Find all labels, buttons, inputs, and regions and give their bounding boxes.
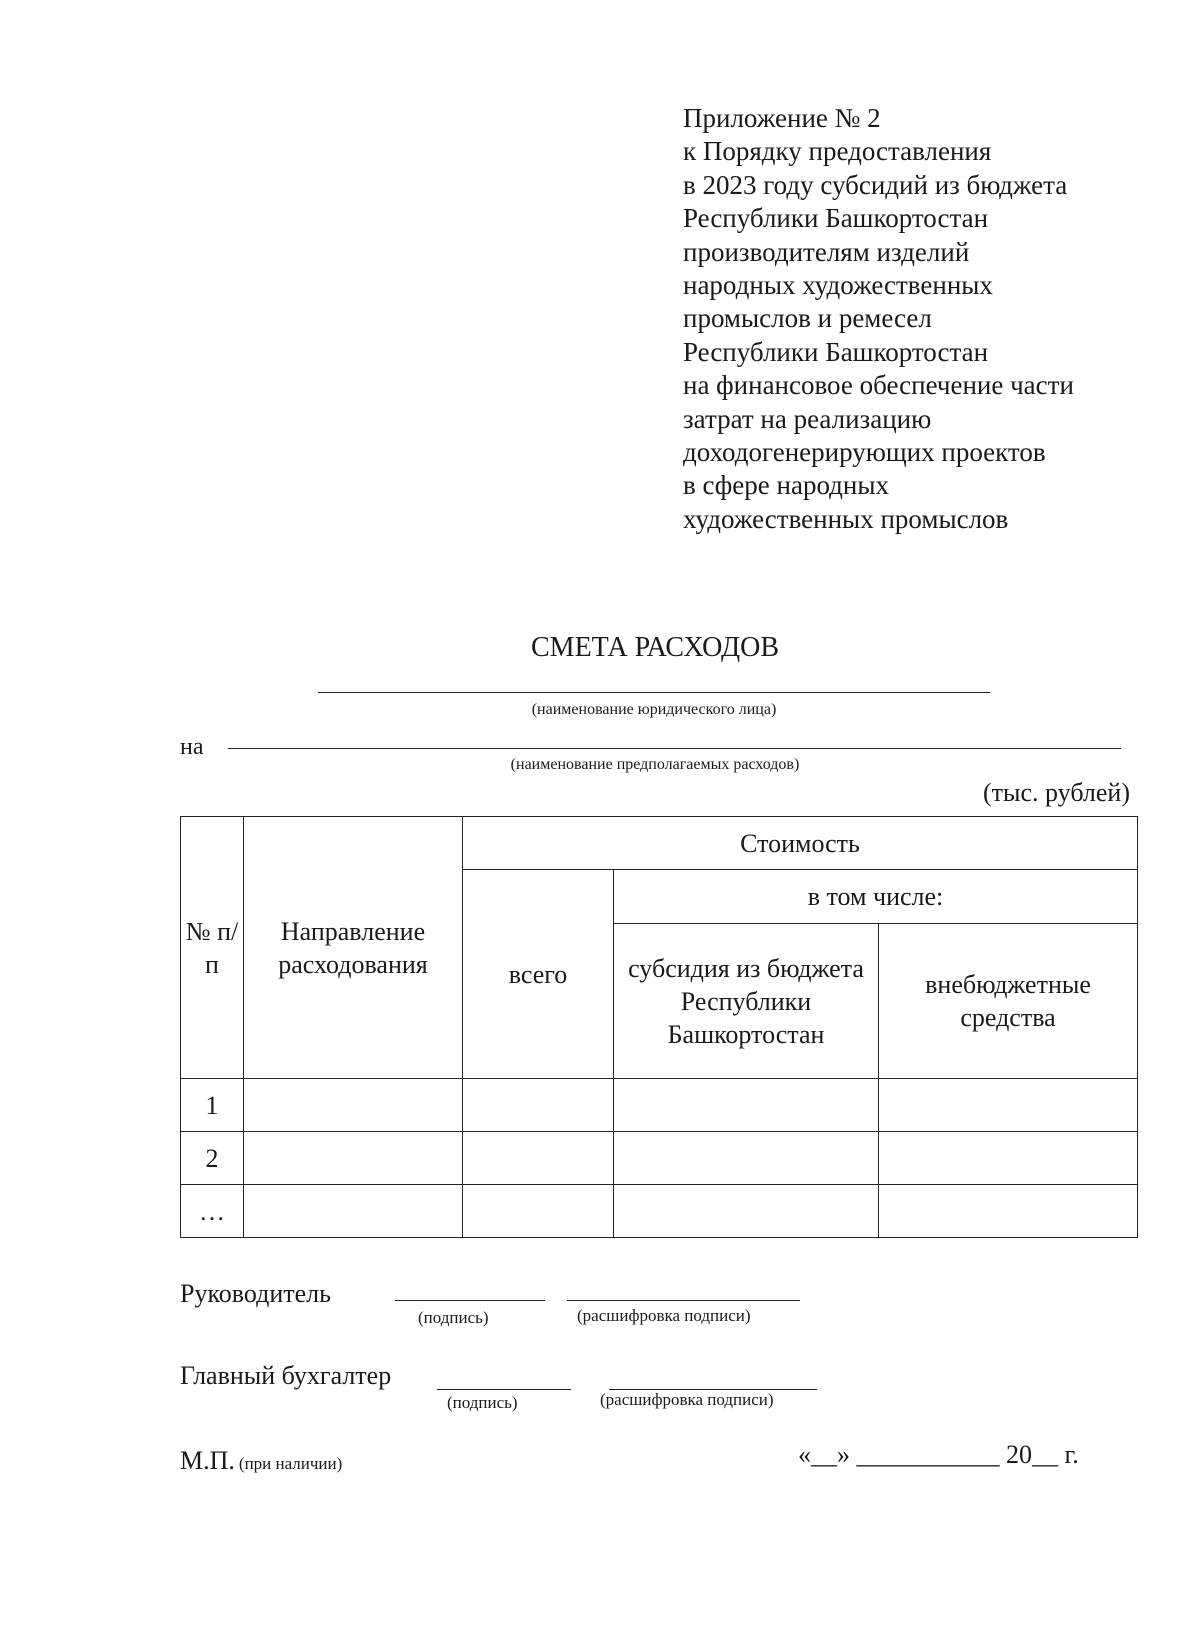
appendix-line: затрат на реализацию (683, 403, 932, 434)
table-row (181, 1079, 1138, 1132)
cell-total[interactable] (463, 1185, 614, 1238)
header-offbudget: внебюджетные средства (879, 924, 1138, 1079)
cell-direction[interactable] (244, 1079, 463, 1132)
table-row (181, 1132, 1138, 1185)
row-number: 2 (181, 1132, 244, 1185)
estimate-table (180, 816, 1138, 1238)
entity-name-caption: (наименование юридического лица) (531, 701, 777, 718)
date-field[interactable]: «__» ___________ 20__ г. (798, 1440, 1079, 1469)
appendix-line: к Порядку предоставления (683, 136, 992, 167)
appendix-line: народных художественных (683, 270, 993, 301)
accountant-decode-caption: (расшифровка подписи) (600, 1390, 774, 1409)
appendix-line: промыслов и ремесел (683, 303, 932, 334)
appendix-line: на финансовое обеспечение части (683, 370, 1074, 401)
head-decode-caption: (расшифровка подписи) (577, 1306, 751, 1325)
cell-total[interactable] (463, 1132, 614, 1185)
table-row (181, 1185, 1138, 1238)
appendix-header (683, 102, 1074, 536)
appendix-line: производителям изделий (683, 236, 970, 267)
expenses-name-caption: (наименование предполагаемых расходов) (510, 756, 800, 773)
entity-name-line[interactable] (318, 692, 990, 693)
seal-block (180, 1446, 342, 1476)
document-title: СМЕТА РАСХОДОВ (531, 632, 779, 663)
appendix-line: доходогенерирующих проектов (683, 437, 1046, 468)
header-including: в том числе: (614, 870, 1138, 924)
head-decode-line[interactable] (567, 1300, 800, 1301)
appendix-line: Республики Башкортостан (683, 336, 989, 367)
header-total: всего (463, 870, 614, 1079)
cell-direction[interactable] (244, 1132, 463, 1185)
appendix-line: в 2023 году субсидий из бюджета (683, 169, 1068, 200)
cell-subsidy[interactable] (614, 1079, 879, 1132)
cell-subsidy[interactable] (614, 1132, 879, 1185)
cell-offbudget[interactable] (879, 1185, 1138, 1238)
expenses-name-line[interactable] (228, 748, 1121, 749)
cell-direction[interactable] (244, 1185, 463, 1238)
header-subsidy: субсидия из бюджета Республики Башкортостан (614, 924, 879, 1079)
accountant-signature-caption: (подпись) (447, 1393, 518, 1412)
appendix-line: художественных промыслов (683, 503, 1009, 534)
cell-total[interactable] (463, 1079, 614, 1132)
units-label: (тыс. рублей) (982, 778, 1130, 807)
appendix-line: Приложение № 2 (683, 103, 881, 133)
appendix-line: в сфере народных (683, 470, 890, 501)
head-label: Руководитель (180, 1279, 331, 1308)
header-number: № п/п (181, 817, 244, 1079)
head-signature-line[interactable] (395, 1300, 545, 1301)
na-label: на (180, 734, 204, 760)
seal-label: М.П. (180, 1446, 235, 1475)
accountant-label: Главный бухгалтер (180, 1361, 392, 1390)
row-number: 1 (181, 1079, 244, 1132)
head-signature-caption: (подпись) (418, 1308, 489, 1327)
appendix-line: Республики Башкортостан (683, 203, 989, 234)
cell-offbudget[interactable] (879, 1132, 1138, 1185)
seal-note: (при наличии) (238, 1454, 343, 1473)
accountant-signature-line[interactable] (437, 1389, 571, 1390)
cell-subsidy[interactable] (614, 1185, 879, 1238)
cell-offbudget[interactable] (879, 1079, 1138, 1132)
row-number: … (181, 1185, 244, 1238)
header-direction: Направление расходования (244, 817, 463, 1079)
header-cost: Стоимость (463, 817, 1138, 870)
